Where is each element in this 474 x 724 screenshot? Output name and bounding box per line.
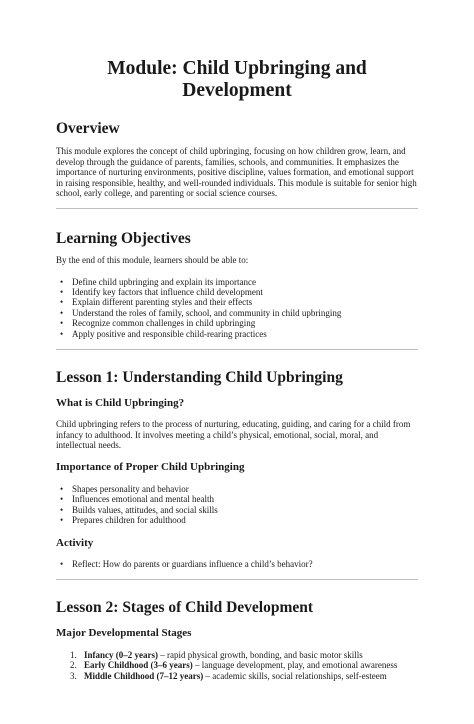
stages-list [56,650,418,681]
list-number: 1. [70,649,77,660]
importance-text: Shapes personality and behavior [72,483,189,494]
list-item [56,277,418,287]
objective-text: Explain different parenting styles and their effects [72,297,253,308]
overview-heading: Overview [56,120,120,137]
section-divider [56,208,418,209]
objectives-heading: Learning Objectives [56,229,191,247]
stage-label: Infancy (0–2 years) [84,649,158,660]
page-title: Module: Child Upbringing and Development [107,58,367,101]
importance-text: Builds values, attitudes, and social skills [72,504,218,515]
section-divider [56,579,418,580]
objective-text: Define child upbringing and explain its importance [72,276,256,287]
list-number: 2. [70,660,77,671]
importance-text: Influences emotional and mental health [72,494,214,505]
importance-heading: Importance of Proper Child Upbringing [56,460,245,473]
bullet-icon: • [60,276,64,287]
stage-desc: – academic skills, social relationships, self-esteem [203,670,387,681]
bullet-icon: • [60,318,64,329]
importance-list [56,484,418,526]
list-item [56,671,418,681]
importance-text: Prepares children for adulthood [72,515,186,525]
what-is-text: Child upbringing refers to the process of nurturing, educating, guiding, and caring for a child from infancy to adulthood. It involves meeting a child’s physical, emotional, social, moral, and intellectual needs. [56,419,411,451]
list-item [56,515,418,525]
list-item [56,650,418,660]
list-number: 3. [70,670,77,681]
activity-heading: Activity [56,537,94,550]
what-is-heading: What is Child Upbringing? [56,397,185,409]
list-item [56,318,418,328]
bullet-icon: • [60,515,64,525]
objective-text: Apply positive and responsible child-rearing practices [72,328,267,339]
list-item [56,660,418,670]
stage-desc: – rapid physical growth, bonding, and basic motor skills [158,649,363,660]
lesson2-heading: Lesson 2: Stages of Child Development [56,598,314,616]
list-item [56,484,418,494]
objective-text: Identify key factors that influence child development [72,286,263,297]
list-item [56,297,418,307]
objective-text: Understand the roles of family, school, and community in child upbringing [72,307,342,318]
bullet-icon: • [60,307,64,318]
lesson1-heading: Lesson 1: Understanding Child Upbringing [56,369,343,386]
stage-desc: – language development, play, and emotional awareness [192,660,398,671]
bullet-icon: • [60,504,64,515]
stages-heading: Major Developmental Stages [56,626,192,639]
bullet-icon: • [60,328,64,339]
bullet-icon: • [60,297,64,308]
stage-label: Early Childhood (3–6 years) [84,660,193,671]
bullet-icon: • [60,494,64,505]
bullet-icon: • [60,483,64,494]
objective-text: Recognize common challenges in child upbringing [72,318,256,329]
section-divider [56,349,418,350]
overview-text: This module explores the concept of child upbringing, focusing on how children grow, learn, and develop through the guidance of parents, families, schools, and communities. It emphasizes the importance of nurturing environments, positive discipline, values formation, and emotional support in raising responsible, healthy, and well-rounded individuals. This module is suitable for senior high school, early college, and parenting or social science courses. [56,146,417,199]
list-item [56,505,418,515]
activity-list [56,559,418,569]
bullet-icon: • [60,286,64,297]
stage-label: Middle Childhood (7–12 years) [84,670,204,681]
list-item [56,559,418,569]
bullet-icon: • [60,559,64,570]
activity-text: Reflect: How do parents or guardians influence a child’s behavior? [72,559,313,570]
objectives-list [56,277,418,339]
list-item [56,494,418,504]
objectives-intro: By the end of this module, learners should be able to: [56,254,249,265]
list-item [56,287,418,297]
list-item [56,329,418,339]
list-item [56,308,418,318]
